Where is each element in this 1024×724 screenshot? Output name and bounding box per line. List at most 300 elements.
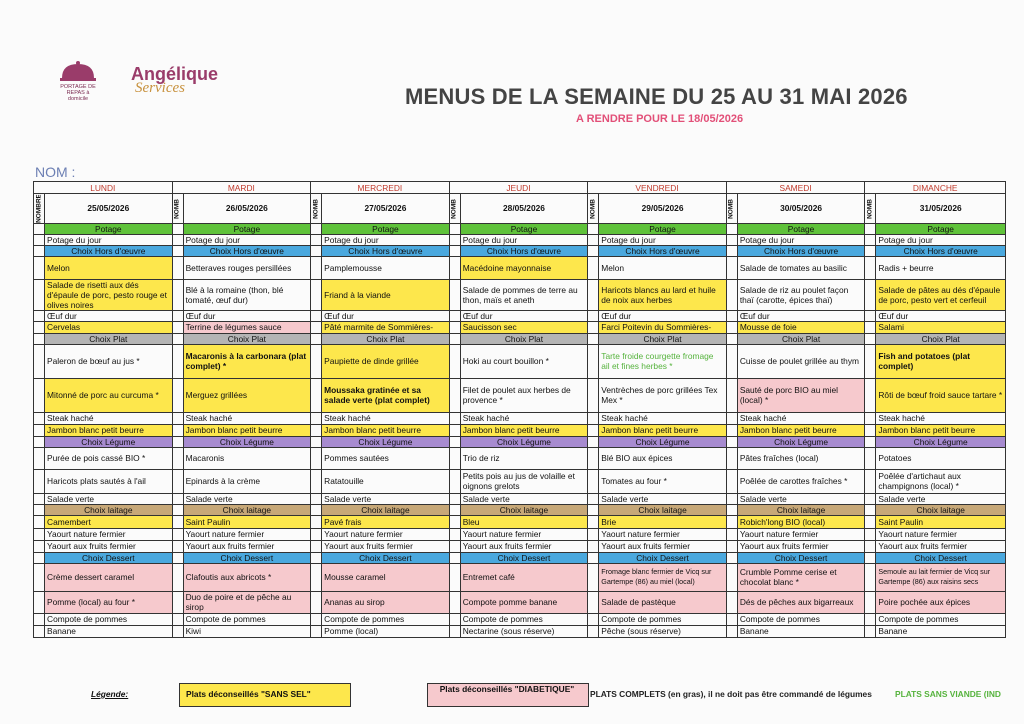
quantity-cell[interactable] (311, 279, 322, 310)
quantity-cell[interactable] (311, 344, 322, 378)
quantity-cell[interactable] (311, 447, 322, 469)
dish-cell: Melon (599, 256, 727, 279)
quantity-cell[interactable] (34, 279, 45, 310)
quantity-cell[interactable] (449, 279, 460, 310)
menu-row (34, 378, 1006, 412)
dish-cell: Macaronis à la carbonara (plat complet) * (183, 344, 311, 378)
dish-cell: Poire pochée aux épices (876, 591, 1006, 613)
count-cell[interactable] (34, 333, 45, 344)
dish-cell: Moussaka gratinée et sa salade verte (plat complet) (322, 378, 450, 412)
section-label: Potage (599, 223, 727, 234)
quantity-cell[interactable] (588, 469, 599, 493)
day-date-3: 28/05/2026 (460, 194, 588, 224)
count-cell[interactable] (34, 436, 45, 447)
day-date-1: 26/05/2026 (183, 194, 311, 224)
dish-cell: Banane (737, 625, 865, 637)
dish-cell: Yaourt aux fruits fermier (876, 540, 1006, 552)
quantity-cell[interactable] (726, 447, 737, 469)
quantity-cell[interactable] (449, 515, 460, 528)
count-cell[interactable] (588, 333, 599, 344)
section-label: Choix Plat (322, 333, 450, 344)
quantity-cell[interactable] (172, 447, 183, 469)
count-cell[interactable] (311, 245, 322, 256)
count-cell[interactable] (311, 552, 322, 563)
dish-cell: Potage du jour (45, 234, 173, 245)
quantity-cell[interactable] (865, 344, 876, 378)
quantity-cell[interactable] (588, 447, 599, 469)
count-cell[interactable] (311, 223, 322, 234)
quantity-cell[interactable] (311, 493, 322, 504)
count-cell[interactable] (588, 245, 599, 256)
menu-row (34, 321, 1006, 333)
quantity-cell[interactable] (726, 625, 737, 637)
dish-cell: Poêlée d'artichaut aux champignons (local) * (876, 469, 1006, 493)
count-cell[interactable] (172, 333, 183, 344)
dish-cell: Œuf dur (737, 310, 865, 321)
quantity-cell[interactable] (34, 378, 45, 412)
quantity-cell[interactable] (449, 234, 460, 245)
quantity-cell[interactable] (726, 493, 737, 504)
dish-cell: Kiwi (183, 625, 311, 637)
dish-cell: Yaourt nature fermier (599, 528, 727, 540)
section-label: Choix Plat (599, 333, 727, 344)
dish-cell: Dés de pêches aux bigarreaux (737, 591, 865, 613)
section-label: Choix Dessert (599, 552, 727, 563)
section-label: Choix Légume (322, 436, 450, 447)
quantity-cell[interactable] (865, 424, 876, 436)
section-laitage (34, 504, 1006, 515)
quantity-cell[interactable] (588, 378, 599, 412)
dish-cell: Compote de pommes (599, 613, 727, 625)
quantity-cell[interactable] (34, 447, 45, 469)
quantity-cell[interactable] (449, 424, 460, 436)
count-cell[interactable] (865, 333, 876, 344)
logo-brand: Angélique (131, 64, 219, 84)
count-cell[interactable] (865, 223, 876, 234)
quantity-cell[interactable] (172, 424, 183, 436)
quantity-cell[interactable] (726, 563, 737, 591)
day-name-2: MERCREDI (311, 182, 450, 194)
dish-cell: Salade verte (460, 493, 588, 504)
count-header: NOMB (172, 194, 183, 224)
quantity-cell[interactable] (311, 234, 322, 245)
quantity-cell[interactable] (311, 613, 322, 625)
count-header: NOMB (865, 194, 876, 224)
legend-pink-text: Plats déconseillés "DIABETIQUE" (439, 684, 575, 694)
logo-services: Services (135, 80, 185, 96)
dish-cell: Jambon blanc petit beurre (322, 424, 450, 436)
menu-row (34, 412, 1006, 424)
quantity-cell[interactable] (172, 625, 183, 637)
menu-row (34, 234, 1006, 245)
nom-label: NOM : (35, 164, 76, 180)
section-label: Choix Plat (45, 333, 173, 344)
quantity-cell[interactable] (588, 310, 599, 321)
quantity-cell[interactable] (172, 321, 183, 333)
dish-cell: Yaourt aux fruits fermier (599, 540, 727, 552)
menu-row (34, 344, 1006, 378)
day-name-1: MARDI (172, 182, 311, 194)
quantity-cell[interactable] (34, 469, 45, 493)
quantity-cell[interactable] (34, 344, 45, 378)
quantity-cell[interactable] (34, 528, 45, 540)
quantity-cell[interactable] (588, 412, 599, 424)
dish-cell: Potage du jour (183, 234, 311, 245)
section-label: Choix Hors d'œuvre (322, 245, 450, 256)
count-cell[interactable] (726, 552, 737, 563)
quantity-cell[interactable] (311, 625, 322, 637)
quantity-cell[interactable] (449, 344, 460, 378)
dish-cell: Mitonné de porc au curcuma * (45, 378, 173, 412)
dish-cell: Compote pomme banane (460, 591, 588, 613)
quantity-cell[interactable] (726, 540, 737, 552)
legend-title: Légende: (91, 689, 129, 699)
quantity-cell[interactable] (726, 424, 737, 436)
quantity-cell[interactable] (865, 412, 876, 424)
quantity-cell[interactable] (588, 344, 599, 378)
section-label: Potage (876, 223, 1006, 234)
quantity-cell[interactable] (865, 279, 876, 310)
dish-cell: Blé BIO aux épices (599, 447, 727, 469)
dish-cell: Yaourt aux fruits fermier (183, 540, 311, 552)
count-cell[interactable] (449, 504, 460, 515)
quantity-cell[interactable] (726, 591, 737, 613)
section-label: Choix laitage (876, 504, 1006, 515)
count-cell[interactable] (311, 436, 322, 447)
dish-cell: Camembert (45, 515, 173, 528)
quantity-cell[interactable] (726, 412, 737, 424)
quantity-cell[interactable] (34, 321, 45, 333)
quantity-cell[interactable] (311, 424, 322, 436)
dish-cell: Yaourt aux fruits fermier (460, 540, 588, 552)
count-cell[interactable] (865, 245, 876, 256)
count-cell[interactable] (449, 333, 460, 344)
quantity-cell[interactable] (865, 234, 876, 245)
dish-cell: Œuf dur (183, 310, 311, 321)
dish-cell: Yaourt aux fruits fermier (737, 540, 865, 552)
count-cell[interactable] (449, 552, 460, 563)
quantity-cell[interactable] (449, 412, 460, 424)
count-cell[interactable] (726, 504, 737, 515)
quantity-cell[interactable] (726, 321, 737, 333)
legend-yellow-text: Plats déconseillés "SANS SEL" (186, 689, 311, 699)
quantity-cell[interactable] (726, 310, 737, 321)
quantity-cell[interactable] (588, 279, 599, 310)
dish-cell: Mousse de foie (737, 321, 865, 333)
dish-cell: Banane (876, 625, 1006, 637)
dish-cell: Compote de pommes (460, 613, 588, 625)
count-cell[interactable] (865, 552, 876, 563)
dish-cell: Jambon blanc petit beurre (183, 424, 311, 436)
count-cell[interactable] (34, 552, 45, 563)
quantity-cell[interactable] (172, 310, 183, 321)
quantity-cell[interactable] (865, 447, 876, 469)
section-label: Choix Plat (737, 333, 865, 344)
quantity-cell[interactable] (588, 540, 599, 552)
quantity-cell[interactable] (588, 321, 599, 333)
dish-cell: Petits pois au jus de volaille et oignons grelots (460, 469, 588, 493)
quantity-cell[interactable] (311, 412, 322, 424)
day-name-6: DIMANCHE (865, 182, 1006, 194)
quantity-cell[interactable] (449, 563, 460, 591)
quantity-cell[interactable] (172, 256, 183, 279)
section-label: Choix Légume (45, 436, 173, 447)
dish-cell: Merguez grillées (183, 378, 311, 412)
quantity-cell[interactable] (34, 613, 45, 625)
dish-cell: Yaourt nature fermier (322, 528, 450, 540)
quantity-cell[interactable] (865, 310, 876, 321)
quantity-cell[interactable] (34, 256, 45, 279)
dish-cell: Salade de tomates au basilic (737, 256, 865, 279)
quantity-cell[interactable] (726, 515, 737, 528)
count-cell[interactable] (172, 245, 183, 256)
count-cell[interactable] (865, 436, 876, 447)
section-plat (34, 333, 1006, 344)
section-label: Choix Légume (737, 436, 865, 447)
count-cell[interactable] (172, 436, 183, 447)
dish-cell: Sauté de porc BIO au miel (local) * (737, 378, 865, 412)
quantity-cell[interactable] (726, 279, 737, 310)
dish-cell: Saint Paulin (876, 515, 1006, 528)
quantity-cell[interactable] (449, 591, 460, 613)
dish-cell: Duo de poire et de pêche au sirop (183, 591, 311, 613)
count-cell[interactable] (34, 223, 45, 234)
quantity-cell[interactable] (311, 515, 322, 528)
count-cell[interactable] (311, 333, 322, 344)
quantity-cell[interactable] (311, 378, 322, 412)
section-label: Choix Hors d'œuvre (183, 245, 311, 256)
quantity-cell[interactable] (172, 540, 183, 552)
quantity-cell[interactable] (311, 469, 322, 493)
count-cell[interactable] (726, 223, 737, 234)
dish-cell: Yaourt nature fermier (45, 528, 173, 540)
dish-cell: Steak haché (737, 412, 865, 424)
count-cell[interactable] (34, 245, 45, 256)
quantity-cell[interactable] (449, 528, 460, 540)
quantity-cell[interactable] (449, 493, 460, 504)
quantity-cell[interactable] (172, 234, 183, 245)
count-cell[interactable] (311, 504, 322, 515)
count-header: NOMB (726, 194, 737, 224)
quantity-cell[interactable] (449, 613, 460, 625)
quantity-cell[interactable] (34, 310, 45, 321)
dish-cell: Fromage blanc fermier de Vicq sur Gartempe (86) au miel (local) (599, 563, 727, 591)
quantity-cell[interactable] (588, 493, 599, 504)
dish-cell: Jambon blanc petit beurre (737, 424, 865, 436)
section-label: Potage (45, 223, 173, 234)
quantity-cell[interactable] (588, 563, 599, 591)
quantity-cell[interactable] (172, 279, 183, 310)
quantity-cell[interactable] (34, 412, 45, 424)
dish-cell: Jambon blanc petit beurre (460, 424, 588, 436)
quantity-cell[interactable] (34, 424, 45, 436)
legend-complets: PLATS COMPLETS (en gras), il ne doit pas être commandé de légumes (590, 689, 872, 699)
quantity-cell[interactable] (865, 563, 876, 591)
dish-cell: Compote de pommes (322, 613, 450, 625)
quantity-cell[interactable] (588, 613, 599, 625)
quantity-cell[interactable] (865, 591, 876, 613)
dish-cell: Saucisson sec (460, 321, 588, 333)
quantity-cell[interactable] (588, 234, 599, 245)
menu-row (34, 515, 1006, 528)
quantity-cell[interactable] (865, 613, 876, 625)
quantity-cell[interactable] (449, 310, 460, 321)
quantity-cell[interactable] (726, 234, 737, 245)
count-cell[interactable] (449, 223, 460, 234)
quantity-cell[interactable] (726, 344, 737, 378)
quantity-cell[interactable] (172, 591, 183, 613)
quantity-cell[interactable] (311, 256, 322, 279)
count-cell[interactable] (588, 223, 599, 234)
quantity-cell[interactable] (449, 321, 460, 333)
dish-cell: Yaourt nature fermier (460, 528, 588, 540)
quantity-cell[interactable] (449, 469, 460, 493)
quantity-cell[interactable] (172, 493, 183, 504)
quantity-cell[interactable] (34, 540, 45, 552)
quantity-cell[interactable] (449, 540, 460, 552)
quantity-cell[interactable] (449, 447, 460, 469)
quantity-cell[interactable] (34, 591, 45, 613)
count-cell[interactable] (172, 552, 183, 563)
quantity-cell[interactable] (172, 412, 183, 424)
dish-cell: Crème dessert caramel (45, 563, 173, 591)
count-cell[interactable] (34, 504, 45, 515)
section-label: Choix Plat (460, 333, 588, 344)
section-label: Choix Légume (183, 436, 311, 447)
quantity-cell[interactable] (865, 321, 876, 333)
section-label: Choix laitage (45, 504, 173, 515)
count-cell[interactable] (588, 504, 599, 515)
quantity-cell[interactable] (172, 469, 183, 493)
count-cell[interactable] (726, 436, 737, 447)
count-cell[interactable] (865, 504, 876, 515)
dish-cell: Compote de pommes (45, 613, 173, 625)
dish-cell: Potage du jour (737, 234, 865, 245)
quantity-cell[interactable] (311, 563, 322, 591)
quantity-cell[interactable] (865, 493, 876, 504)
quantity-cell[interactable] (311, 310, 322, 321)
quantity-cell[interactable] (34, 234, 45, 245)
dish-cell: Compote de pommes (737, 613, 865, 625)
dish-cell: Potage du jour (599, 234, 727, 245)
dish-cell: Œuf dur (876, 310, 1006, 321)
count-cell[interactable] (449, 245, 460, 256)
dish-cell: Œuf dur (45, 310, 173, 321)
quantity-cell[interactable] (311, 321, 322, 333)
quantity-cell[interactable] (865, 540, 876, 552)
quantity-cell[interactable] (726, 528, 737, 540)
quantity-cell[interactable] (172, 515, 183, 528)
quantity-cell[interactable] (726, 469, 737, 493)
quantity-cell[interactable] (865, 625, 876, 637)
logo-subtitle: PORTAGE DE REPAS à domicile (60, 84, 96, 102)
dish-cell: Clafoutis aux abricots * (183, 563, 311, 591)
section-label: Choix Légume (460, 436, 588, 447)
menu-row (34, 613, 1006, 625)
quantity-cell[interactable] (588, 424, 599, 436)
dish-cell: Œuf dur (460, 310, 588, 321)
count-cell[interactable] (726, 245, 737, 256)
quantity-cell[interactable] (172, 563, 183, 591)
quantity-cell[interactable] (34, 563, 45, 591)
dish-cell: Œuf dur (322, 310, 450, 321)
menu-row (34, 563, 1006, 591)
dish-cell: Potage du jour (460, 234, 588, 245)
menu-row (34, 493, 1006, 504)
count-cell[interactable] (172, 504, 183, 515)
dish-cell: Ananas au sirop (322, 591, 450, 613)
quantity-cell[interactable] (172, 613, 183, 625)
dish-cell: Trio de riz (460, 447, 588, 469)
quantity-cell[interactable] (449, 625, 460, 637)
dish-cell: Semoule au lait fermier de Vicq sur Gartempe (86) aux raisins secs (876, 563, 1006, 591)
quantity-cell[interactable] (172, 528, 183, 540)
quantity-cell[interactable] (34, 625, 45, 637)
quantity-cell[interactable] (588, 528, 599, 540)
menu-row (34, 528, 1006, 540)
quantity-cell[interactable] (865, 256, 876, 279)
quantity-cell[interactable] (449, 378, 460, 412)
quantity-cell[interactable] (588, 591, 599, 613)
dish-cell: Pâtes fraîches (local) (737, 447, 865, 469)
day-name-5: SAMEDI (726, 182, 865, 194)
quantity-cell[interactable] (726, 613, 737, 625)
quantity-cell[interactable] (588, 625, 599, 637)
quantity-cell[interactable] (172, 378, 183, 412)
quantity-cell[interactable] (865, 528, 876, 540)
quantity-cell[interactable] (588, 515, 599, 528)
menu-row (34, 591, 1006, 613)
count-cell[interactable] (172, 223, 183, 234)
quantity-cell[interactable] (311, 591, 322, 613)
dish-cell: Blé à la romaine (thon, blé tomaté, œuf dur) (183, 279, 311, 310)
section-label: Choix Légume (599, 436, 727, 447)
quantity-cell[interactable] (865, 378, 876, 412)
menu-row (34, 256, 1006, 279)
dish-cell: Jambon blanc petit beurre (599, 424, 727, 436)
quantity-cell[interactable] (726, 378, 737, 412)
quantity-cell[interactable] (172, 344, 183, 378)
section-label: Choix Hors d'œuvre (876, 245, 1006, 256)
section-label: Choix laitage (183, 504, 311, 515)
quantity-cell[interactable] (865, 515, 876, 528)
quantity-cell[interactable] (726, 256, 737, 279)
section-hors (34, 245, 1006, 256)
date-row (34, 194, 1006, 224)
quantity-cell[interactable] (588, 256, 599, 279)
count-cell[interactable] (726, 333, 737, 344)
dish-cell: Brie (599, 515, 727, 528)
dish-cell: Steak haché (45, 412, 173, 424)
dish-cell: Pomme (local) (322, 625, 450, 637)
count-cell[interactable] (449, 436, 460, 447)
count-cell[interactable] (588, 436, 599, 447)
day-name-0: LUNDI (34, 182, 173, 194)
section-label: Choix Hors d'œuvre (599, 245, 727, 256)
section-label: Choix Hors d'œuvre (737, 245, 865, 256)
quantity-cell[interactable] (449, 256, 460, 279)
count-cell[interactable] (588, 552, 599, 563)
section-label: Potage (737, 223, 865, 234)
quantity-cell[interactable] (34, 515, 45, 528)
menu-row (34, 279, 1006, 310)
quantity-cell[interactable] (311, 540, 322, 552)
quantity-cell[interactable] (311, 528, 322, 540)
quantity-cell[interactable] (34, 493, 45, 504)
section-label: Choix Hors d'œuvre (45, 245, 173, 256)
cloche-icon (58, 58, 98, 86)
quantity-cell[interactable] (865, 469, 876, 493)
